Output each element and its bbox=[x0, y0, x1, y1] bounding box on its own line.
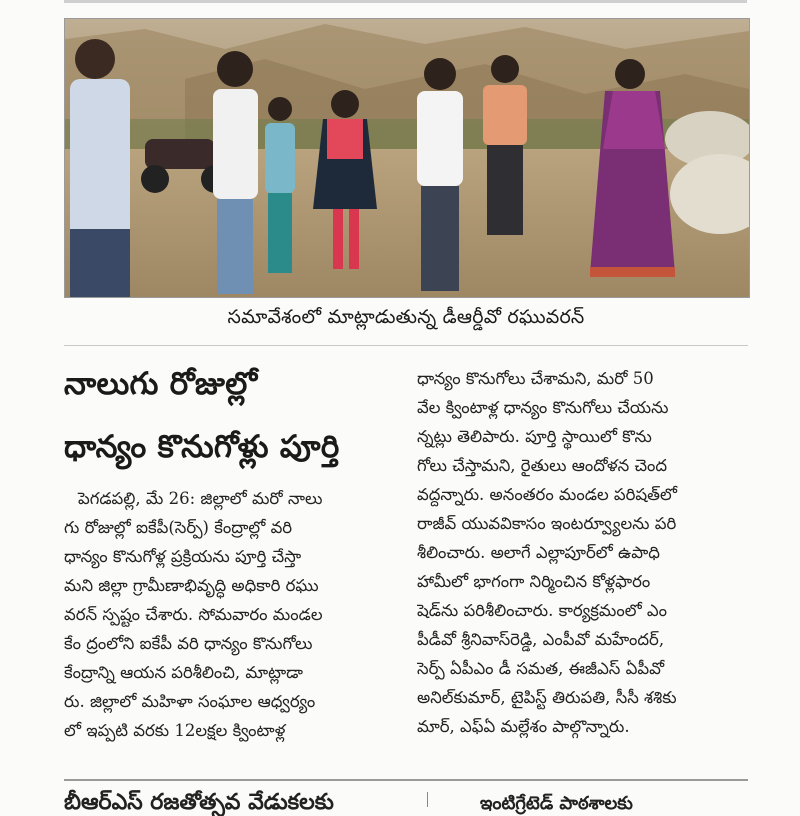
body-line: లో ఇప్పటి వరకు 12లక్షల క్వింటాళ్ల bbox=[64, 721, 286, 740]
top-rule bbox=[64, 0, 747, 3]
body-line: షెడ్‌ను పరిశీలించారు. కార్యక్రమంలో ఎం bbox=[417, 601, 668, 620]
body-line: కేంద్రాన్ని ఆయన పరిశీలించి, మాట్లాడా bbox=[64, 663, 303, 682]
body-line: మని జిల్లా గ్రామీణాభివృద్ధి అధికారి రఘు bbox=[64, 576, 319, 595]
headline-line-2: ధాన్యం కొనుగోళ్లు పూర్తి bbox=[64, 429, 340, 465]
news-photo bbox=[64, 18, 750, 298]
body-line: కేం ద్రంలోని ఐకేపీ వరి ధాన్యం కొనుగోలు bbox=[64, 634, 313, 653]
headline-line-1: నాలుగు రోజుల్లో bbox=[64, 366, 258, 402]
body-line: పెగడపల్లి, మే 26: జిల్లాలో మరో నాలు bbox=[78, 489, 323, 508]
body-line: గోలు చేస్తామని, రైతులు ఆందోళన చెంద bbox=[417, 456, 668, 475]
body-line: వద్దన్నారు. అనంతరం మండల పరిషత్‌లో bbox=[417, 485, 677, 504]
body-line: శీలించారు. అలాగే ఎల్లాపూర్‌లో ఉపాధి bbox=[417, 543, 660, 562]
column-divider bbox=[427, 792, 428, 807]
body-line: వరన్ స్పష్టం చేశారు. సోమవారం మండల bbox=[64, 605, 323, 624]
next-article-headline-left: బీఆర్ఎస్ రజతోత్సవ వేడుకలకు bbox=[64, 790, 334, 815]
body-line: ధాన్యం కొనుగోళ్ల ప్రక్రియను పూర్తి చేస్తా bbox=[64, 547, 302, 566]
body-line: రు. జిల్లాలో మహిళా సంఘాల ఆధ్వర్యం bbox=[64, 692, 316, 711]
body-line: వేల క్వింటాళ్ల ధాన్యం కొనుగోలు చేయను bbox=[417, 398, 669, 417]
photo-illustration bbox=[65, 19, 749, 297]
bottom-rule bbox=[64, 779, 748, 781]
body-line: అనిల్‌కుమార్, టైపిస్ట్ తిరుపతి, సీసీ శశికు bbox=[417, 688, 677, 707]
body-line: పీడీవో శ్రీనివాస్‌రెడ్డి, ఎంపీవో మహేందర్, bbox=[417, 630, 665, 649]
body-line: గు రోజుల్లో ఐకేపీ(సెర్ప్) కేంద్రాల్లో వరి bbox=[64, 518, 293, 537]
body-line: ధాన్యం కొనుగోలు చేశామని, మరో 50 bbox=[417, 369, 654, 388]
body-line: న్నట్లు తెలిపారు. పూర్తి స్థాయిలో కొను bbox=[417, 427, 652, 446]
article-right-column bbox=[417, 364, 748, 741]
body-line: మార్, ఎఫ్ఏ మల్లేశం పాల్గొన్నారు. bbox=[417, 717, 630, 736]
caption-divider bbox=[64, 345, 748, 346]
photo-caption: సమావేశంలో మాట్లాడుతున్న డీఆర్డీవో రఘువరన్ bbox=[227, 306, 585, 328]
body-line: సెర్ప్ ఏపీఎం డీ సమత, ఈజీఎస్ ఏపీవో bbox=[417, 659, 665, 678]
next-article-headline-right: ఇంటిగ్రేటెడ్ పాఠశాలకు bbox=[480, 793, 633, 814]
body-line: రాజీవ్ యువవికాసం ఇంటర్వ్యూలను పరి bbox=[417, 514, 677, 533]
article-left-column bbox=[64, 484, 396, 745]
body-line: హామీలో భాగంగా నిర్మించిన కోళ్లఫారం bbox=[417, 572, 651, 591]
